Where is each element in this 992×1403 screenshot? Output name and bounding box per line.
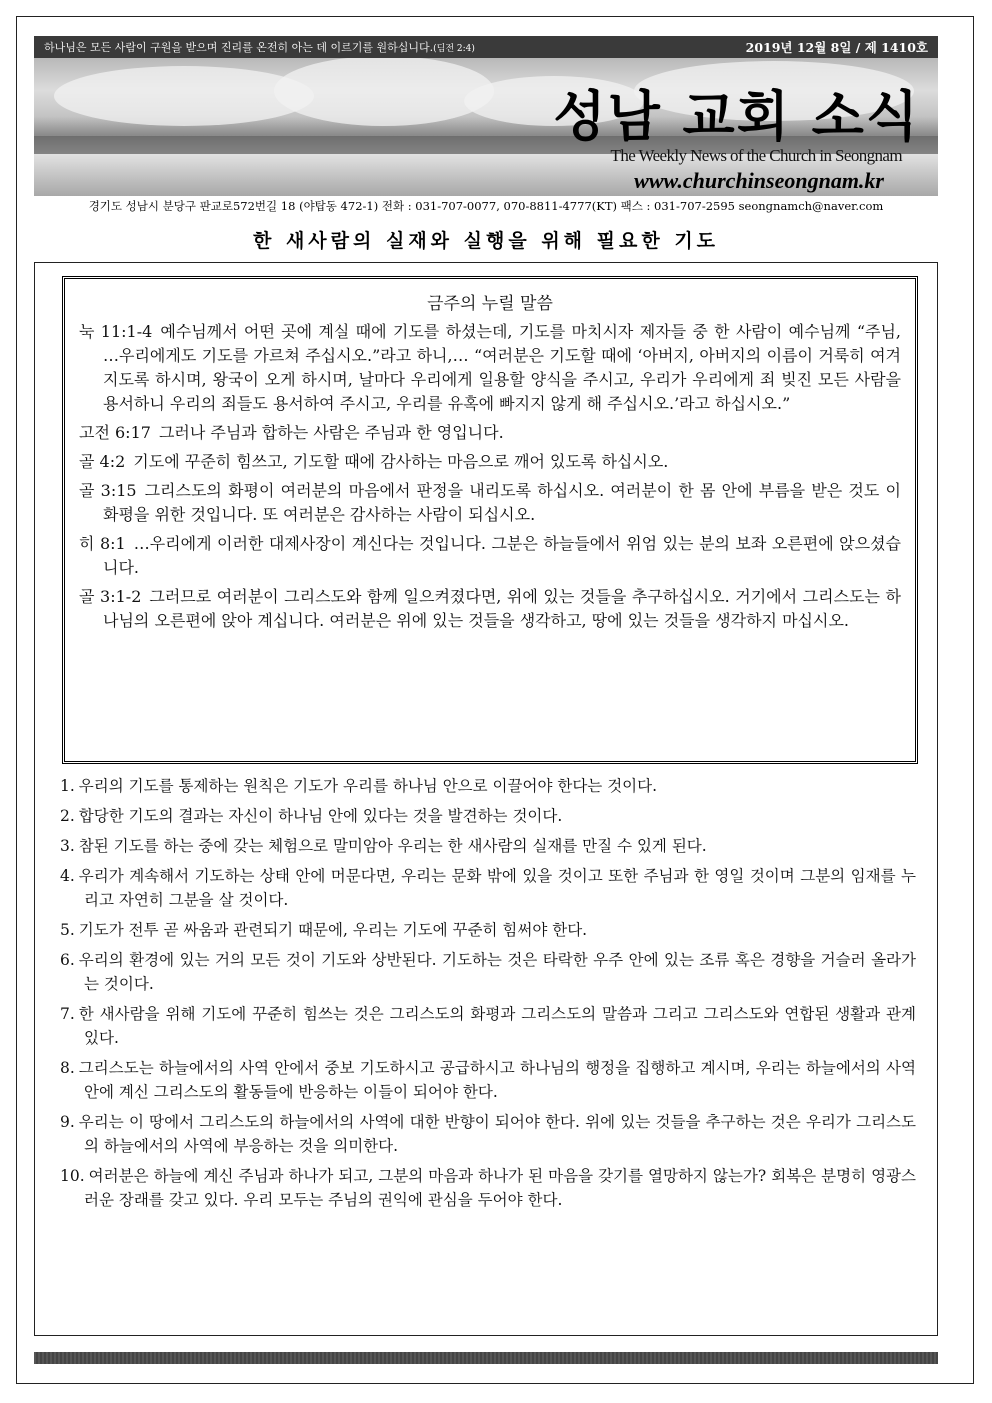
newsletter-title: 성남 교회 소식: [553, 84, 920, 148]
verse-ref: 고전 6:17: [79, 423, 151, 442]
banner-bar: [34, 36, 938, 58]
point-item: [60, 1056, 916, 1104]
website-link[interactable]: www.churchinseongnam.kr: [634, 168, 884, 193]
issue-date: 2019년 12월 8일 / 제 1410호: [745, 40, 928, 55]
point-item: [60, 1110, 916, 1158]
point-item: [60, 834, 916, 858]
point-item: [60, 804, 916, 828]
point-item: [60, 948, 916, 996]
footer-bar: [34, 1352, 938, 1364]
verse-text: 그리스도의 화평이 여러분의 마음에서 판정을 내리도록 하십시오. 여러분이 한 몸 안에 부름을 받은 것도 이 화평을 위한 것입니다. 또 여러분은 감사하는 사람이 되십시오.: [103, 481, 901, 524]
point-item: [60, 774, 916, 798]
point-text: 그리스도는 하늘에서의 사역 안에서 중보 기도하시고 공급하시고 하나님의 행정을 집행하고 계시며, 우리는 하늘에서의 사역 안에 계신 그리스도의 활동들에 반응하는 이들이 되어야 한다.: [78, 1059, 916, 1101]
point-number: 5.: [60, 921, 75, 939]
point-text: 우리는 이 땅에서 그리스도의 하늘에서의 사역에 대한 반향이 되어야 한다. 위에 있는 것들을 추구하는 것은 우리가 그리스도의 하늘에서의 사역에 부응하는 것을 의미한다.: [78, 1113, 916, 1155]
verse-item: [79, 585, 901, 633]
verse-ref: 골 3:15: [79, 481, 137, 500]
point-number: 3.: [60, 837, 75, 855]
address-line: 경기도 성남시 분당구 판교로572번길 18 (야탑동 472-1) 전화 : 031-707-0077, 070-8811-4777(KT) 팩스 : 031-707-2595 seongnamch@naver.com: [88, 199, 884, 213]
point-text: 한 새사람을 위해 기도에 꾸준히 힘쓰는 것은 그리스도의 화평과 그리스도의 말씀과 그리고 그리스도와 연합된 생활과 관계있다.: [78, 1005, 916, 1047]
verse-text: 그러나 주님과 합하는 사람은 주님과 한 영입니다.: [158, 423, 504, 442]
point-number: 10.: [60, 1167, 85, 1185]
verse-item: [79, 532, 901, 580]
point-text: 기도가 전투 곧 싸움과 관련되기 때문에, 우리는 기도에 꾸준히 힘써야 한다.: [78, 921, 588, 939]
point-number: 7.: [60, 1005, 75, 1023]
point-number: 4.: [60, 867, 75, 885]
point-text: 참된 기도를 하는 중에 갖는 체험으로 말미암아 우리는 한 새사람의 실재를 만질 수 있게 된다.: [78, 837, 707, 855]
main-heading: 한 새사람의 실재와 실행을 위해 필요한 기도: [252, 230, 720, 252]
verse-item: [79, 450, 901, 474]
point-item: [60, 918, 916, 942]
banner-verse: 하나님은 모든 사람이 구원을 받으며 진리를 온전히 아는 데 이르기를 원하십니다.(딤전 2:4): [44, 41, 475, 54]
verse-text: 기도에 꾸준히 힘쓰고, 기도할 때에 감사하는 마음으로 깨어 있도록 하십시오.: [133, 452, 669, 471]
point-text: 합당한 기도의 결과는 자신이 하나님 안에 있다는 것을 발견하는 것이다.: [78, 807, 563, 825]
verse-ref: 골 3:1-2: [79, 587, 142, 606]
verse-text: …우리에게 이러한 대제사장이 계신다는 것입니다. 그분은 하늘들에서 위엄 있는 분의 보좌 오른편에 앉으셨습니다.: [103, 534, 901, 577]
scripture-box: [62, 276, 918, 764]
point-text: 우리가 계속해서 기도하는 상태 안에 머문다면, 우리는 문화 밖에 있을 것이고 또한 주님과 한 영일 것이며 그분의 임재를 누리고 자연히 그분을 살 것이다.: [78, 867, 916, 909]
english-title: The Weekly News of the Church in Seongnam: [610, 146, 902, 165]
verse-item: [79, 320, 901, 416]
point-text: 우리의 기도를 통제하는 원칙은 기도가 우리를 하나님 안으로 이끌어야 한다는 것이다.: [78, 777, 658, 795]
verse-item: [79, 479, 901, 527]
point-number: 1.: [60, 777, 75, 795]
verse-text: 그러므로 여러분이 그리스도와 함께 일으켜졌다면, 위에 있는 것들을 추구하십시오. 거기에서 그리스도는 하나님의 오른편에 앉아 계십니다. 여러분은 위에 있는 것들을 생각하고, 땅에 있는 것들을 생각하지 마십시오.: [103, 587, 901, 630]
verse-ref: 눅 11:1-4: [79, 322, 153, 341]
points-list: [60, 774, 916, 1218]
verse-item: [79, 421, 901, 445]
verse-text: 예수님께서 어떤 곳에 계실 때에 기도를 하셨는데, 기도를 마치시자 제자들 중 한 사람이 예수님께 “주님, …우리에게도 기도를 가르쳐 주십시오.”라고 하니,… “여러분은 기도할 때에 ‘아버지, 아버지의 이름이 거룩히 여겨지도록 하시며, 왕국이 오게 하시며, 날마다 우리에게 일용할 양식을 주시고, 우리가 우리에게 죄 빚진 모든 사람을 용서하니 우리의 죄들도 용서하여 주시고, 우리를 유혹에 빠지지 않게 해 주십시오.’라고 하십시오.”: [103, 322, 901, 413]
point-item: [60, 1002, 916, 1050]
point-text: 우리의 환경에 있는 거의 모든 것이 기도와 상반된다. 기도하는 것은 타락한 우주 안에 있는 조류 혹은 경향을 거슬러 올라가는 것이다.: [78, 951, 916, 993]
point-number: 6.: [60, 951, 75, 969]
verse-ref: 히 8:1: [79, 534, 126, 553]
point-item: [60, 864, 916, 912]
point-item: [60, 1164, 916, 1212]
scripture-title: 금주의 누릴 말씀: [427, 294, 553, 314]
verse-ref: 골 4:2: [79, 452, 126, 471]
point-number: 8.: [60, 1059, 75, 1077]
point-number: 9.: [60, 1113, 75, 1131]
point-text: 여러분은 하늘에 계신 주님과 하나가 되고, 그분의 마음과 하나가 된 마음을 갖기를 열망하지 않는가? 회복은 분명히 영광스러운 장래를 갖고 있다. 우리 모두는 주님의 권익에 관심을 두어야 한다.: [84, 1167, 916, 1209]
point-number: 2.: [60, 807, 75, 825]
